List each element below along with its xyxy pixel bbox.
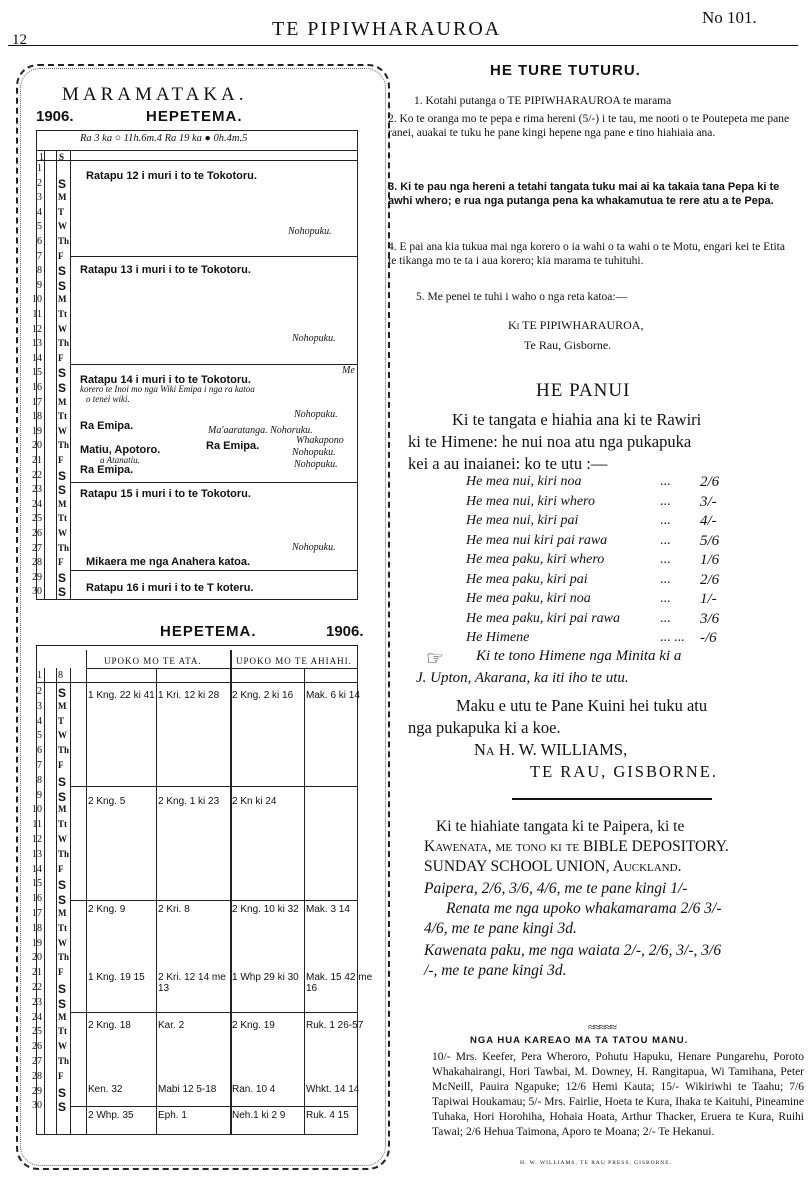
day-number: 21 (32, 967, 42, 979)
day-number: 30 (32, 1100, 42, 1112)
lesson-cell: Ruk. 1 26-57 (306, 1020, 364, 1031)
price-dots: ... (660, 591, 671, 606)
day-number: 21 (32, 455, 42, 466)
day-number: 26 (32, 1041, 42, 1053)
week-rule (70, 570, 358, 571)
day-letter: S (58, 774, 67, 789)
calendar-note: Nohopuku. (292, 447, 336, 458)
day-number: 22 (32, 469, 42, 481)
day-letter: M (58, 396, 67, 407)
price-value: 1/- (700, 591, 717, 607)
day-number: 25 (32, 1026, 42, 1038)
panui-sign-1: Na H. W. WILLIAMS, (474, 740, 628, 759)
day-letter: Tt (58, 1026, 67, 1037)
day-number: 3 (37, 700, 42, 712)
calendar-year: 1906. (36, 108, 74, 125)
day-letter: M (58, 192, 67, 203)
week-rule (70, 256, 358, 257)
day-letter: W (58, 937, 67, 948)
day-letter: S (58, 878, 67, 893)
lesson-cell: 2 Kn ki 24 (232, 796, 277, 807)
bible-line-1: Ki te hiahiate tangata ki te Paipera, ki te (436, 818, 685, 835)
calendar-entry: Ratapu 14 i muri i to te Tokotoru. (80, 374, 251, 386)
panui-note-1: Ki te tono Himene nga Minita ki a (476, 648, 682, 664)
day-letter: F (58, 1070, 64, 1081)
day-number: 14 (32, 352, 42, 364)
calendar-entry: Ra Emipa. (206, 440, 260, 452)
col-divider (56, 150, 57, 600)
day-letter: M (58, 908, 67, 918)
col-head-1: 1 (39, 152, 44, 163)
day-letter: S (58, 278, 67, 293)
bible-line-5: Renata me nga upoko whakamarama 2/6 3/- (446, 900, 722, 917)
day-letter: S (58, 996, 67, 1011)
day-number: 10 (32, 804, 42, 816)
panui-title: HE PANUI (536, 380, 631, 401)
day-letter: S (58, 1085, 67, 1100)
price-value: 2/6 (700, 571, 720, 588)
day-number: 17 (32, 396, 42, 408)
day-number: 6 (37, 745, 42, 757)
week-rule (70, 1106, 358, 1107)
lesson-cell: Ken. 32 (88, 1084, 123, 1095)
day-number: 16 (32, 893, 42, 905)
lesson-cell: 1 Kng. 22 ki 41 (88, 690, 155, 701)
day-number: 24 (32, 1011, 42, 1023)
calendar-note: Nohopuku. (288, 226, 332, 237)
day-letter: Tt (58, 819, 67, 830)
day-number: 29 (32, 571, 42, 583)
price-dots: ... (660, 552, 671, 567)
day-letter: S (58, 585, 67, 600)
address-line-2: Te Rau, Gisborne. (524, 338, 612, 352)
day-number: 11 (32, 309, 42, 320)
calendar-note: o tenei wiki. (86, 394, 130, 404)
header-rule (8, 45, 798, 46)
day-number: 10 (32, 294, 42, 306)
day-letter: F (58, 352, 64, 363)
lesson-cell: 2 Kri. 12 14 me 13 (158, 972, 226, 994)
day-letter: Th (58, 440, 70, 451)
panui-note-2: J. Upton, Akarana, ka iti iho te utu. (416, 670, 629, 686)
price-name: He mea paku, kiri noa (466, 591, 591, 606)
newspaper-title: TE PIPIWHARAUROA (272, 18, 502, 40)
day-number: 30 (32, 586, 42, 598)
day-number: 27 (32, 1056, 42, 1067)
address-line-1: Ki TE PIPIWHARAUROA, (508, 318, 644, 332)
lesson-cell: 2 Whp. 35 (88, 1110, 134, 1121)
day-number: 5 (37, 221, 42, 233)
price-name: He mea nui, kiri noa (466, 474, 582, 489)
evening-header: UPOKO MO TE AHIAHI. (236, 656, 352, 666)
day-letter: F (58, 760, 64, 770)
day-number: 28 (32, 1070, 42, 1082)
day-letter: M (58, 498, 67, 509)
day-letter: S (58, 468, 67, 483)
week-rule (70, 786, 358, 787)
lesson-cell: Kar. 2 (158, 1020, 185, 1031)
col-divider (230, 650, 232, 1135)
day-number: 15 (32, 878, 42, 890)
price-dots: ... (660, 532, 671, 548)
day-number: 23 (32, 996, 42, 1008)
bible-line-4: Paipera, 2/6, 3/6, 4/6, me te pane kingi 1/- (424, 880, 688, 897)
calendar-note: Nohopuku. (292, 542, 336, 553)
day-letter: F (58, 557, 64, 568)
pointing-hand-icon: ☞ (426, 648, 444, 670)
col-divider (86, 650, 87, 1135)
lesson-cell: Neh.1 ki 2 9 (232, 1110, 286, 1121)
price-name: He Himene (466, 630, 530, 645)
day-number: 14 (32, 863, 42, 875)
price-name: He mea nui, kiri whero (466, 493, 595, 509)
calendar-entry: Ratapu 15 i muri i to te Tokotoru. (80, 488, 251, 500)
day-number: 9 (37, 279, 42, 291)
day-letter: S (58, 381, 67, 395)
lesson-cell: 2 Kri. 8 (158, 904, 190, 915)
price-dots: ... (660, 493, 671, 509)
col-divider (70, 668, 71, 1135)
day-letter: S (58, 570, 67, 585)
day-number: 3 (37, 192, 42, 204)
day-number: 19 (32, 937, 42, 949)
day-letter: Tt (58, 513, 67, 524)
day-number: 26 (32, 528, 42, 539)
calendar-note: korero te Inoi mo nga Wiki Emipa i nga ra katoa (80, 384, 255, 394)
bible-line-3: SUNDAY SCHOOL UNION, Auckland. (424, 858, 682, 875)
day-letter: Th (58, 542, 70, 553)
calendar-month: HEPETEMA. (146, 108, 243, 125)
day-letter: Tt (58, 309, 67, 319)
price-dots: ... (660, 610, 671, 626)
day-number: 19 (32, 425, 42, 437)
lessons-col-8: 8 (58, 670, 63, 681)
price-value: 4/- (700, 513, 717, 529)
week-rule (70, 900, 358, 901)
calendar-note: a Atanatiu. (100, 455, 140, 465)
day-number: 13 (32, 338, 42, 350)
day-letter: S (58, 893, 67, 908)
day-letter: W (58, 528, 67, 538)
lessons-table (36, 645, 358, 1135)
ture-item-5: 5. Me penei te tuhi i waho o nga reta katoa:— (416, 291, 628, 303)
lesson-cell: Mak. 15 42 me 16 (306, 972, 373, 994)
day-number: 24 (32, 498, 42, 510)
day-number: 9 (37, 789, 42, 801)
bible-line-8: /-, me te pane kingi 3d. (424, 962, 567, 979)
lesson-cell: 1 Kri. 12 ki 28 (158, 690, 220, 701)
price-dots: ... (660, 513, 671, 528)
price-name: He mea paku, kiri pai (466, 571, 588, 587)
day-letter: S (58, 1100, 67, 1115)
lessons-year: 1906. (326, 623, 364, 640)
day-number: 7 (37, 760, 42, 771)
day-number: 5 (37, 730, 42, 742)
day-number: 17 (32, 908, 42, 919)
calendar-note: Ma'aaratanga. Nohoruku. (208, 425, 313, 436)
lessons-month: HEPETEMA. (160, 623, 257, 640)
col-divider (156, 668, 157, 1135)
day-letter: M (58, 700, 67, 711)
price-dots: ... (660, 474, 671, 489)
col-divider (44, 150, 45, 600)
day-number: 2 (37, 686, 42, 697)
day-letter: F (58, 863, 64, 874)
ture-item-4: 4. E pai ana kia tukua mai nga korero o ia wahi o ta wahi o te Motu, engari kei te Etita te tikanga mo te ta i aua korero; kia marama te tuhituhi. (388, 241, 785, 267)
page-number: 12 (12, 32, 27, 48)
day-letter: Th (58, 745, 70, 756)
almanac-table (36, 130, 358, 600)
week-rule (70, 482, 358, 483)
lesson-cell: Mabi 12 5-18 (158, 1084, 217, 1095)
day-number: 4 (37, 715, 42, 727)
morning-header: UPOKO MO TE ATA. (104, 656, 202, 666)
day-number: 11 (32, 819, 42, 831)
day-letter: M (58, 804, 67, 815)
hua-title: NGA HUA KAREAO MA TA TATOU MANU. (470, 1035, 689, 1046)
day-letter: W (58, 323, 67, 334)
lesson-cell: Ran. 10 4 (232, 1084, 276, 1095)
day-letter: F (58, 250, 64, 261)
calendar-entry: Mikaera me nga Anahera katoa. (86, 556, 251, 568)
day-letter: M (58, 294, 67, 305)
price-name: He mea nui kiri pai rawa (466, 532, 608, 548)
ture-item-3: 3. Ki te pau nga hereni a tetahi tangata tuku mai ai ka takaia tana Pepa ki te awhi whero; e rua nga putanga pena ka whakamutua te rere atu a te Pepa. (388, 181, 780, 207)
day-number: 6 (37, 236, 42, 247)
day-letter: Tt (58, 411, 67, 422)
ture-title: HE TURE TUTURU. (490, 62, 641, 79)
press-imprint: H. W. WILLIAMS, TE RAU PRESS, GISBORNE. (520, 1160, 673, 1166)
table-rule (36, 160, 358, 161)
page-header (0, 0, 810, 46)
price-name: He mea paku, kiri pai rawa (466, 610, 620, 626)
ture-item-2: 2. Ko te oranga mo te pepa e rima hereni (5/-) i te tau, me nooti o te Poutepeta me pane ranei, auakai te tuku he pane kingi hepene nga pane e tino hiahiaia ana. (388, 113, 790, 139)
day-letter: S (58, 176, 67, 191)
calendar-entry: Matiu, Apotoro. (80, 444, 161, 456)
col-head-s: S (59, 152, 65, 162)
day-number: 18 (32, 922, 42, 934)
calendar-entry: Ratapu 13 i muri i to te Tokotoru. (80, 264, 251, 276)
day-number: 25 (32, 513, 42, 525)
day-letter: S (58, 982, 67, 996)
price-name: He mea nui, kiri pai (466, 513, 579, 528)
day-letter: S (58, 264, 67, 279)
day-letter: Th (58, 236, 70, 246)
lesson-cell: Whkt. 14 14 (306, 1084, 360, 1095)
calendar-note: Nohopuku. (294, 409, 338, 420)
day-letter: F (58, 455, 64, 465)
bible-line-7: Kawenata paku, me nga waiata 2/-, 2/6, 3/-, 3/6 (424, 942, 722, 959)
wavy-divider: ≈≈≈≈≈ (588, 1020, 616, 1034)
day-number: 20 (32, 952, 42, 964)
panui-intro-2: ki te Himene: he nui noa atu nga pukapuka (408, 432, 692, 451)
day-number: 20 (32, 440, 42, 452)
calendar-entry: Ratapu 12 i muri i to te Tokotoru. (86, 170, 257, 182)
lesson-cell: Eph. 1 (158, 1110, 187, 1121)
calendar-entry: Ra Emipa. (80, 464, 134, 476)
day-letter: T (58, 715, 65, 726)
calendar-entry: Ra Emipa. (80, 420, 134, 432)
panui-intro-3: kei a au inaianei: ko te utu :— (408, 454, 608, 473)
day-number: 23 (32, 484, 42, 496)
lesson-cell: 1 Whp 29 ki 30 (232, 972, 299, 983)
day-letter: Th (58, 338, 70, 349)
price-value: 1/6 (700, 552, 720, 568)
table-rule (86, 668, 358, 669)
lesson-cell: 2 Kng. 19 (232, 1020, 275, 1031)
price-dots: ... ... (660, 630, 685, 645)
day-number: 2 (37, 177, 42, 189)
day-number: 22 (32, 982, 42, 993)
calendar-title: MARAMATAKA. (62, 84, 248, 105)
day-letter: W (58, 730, 67, 741)
price-value: -/6 (700, 630, 717, 646)
day-number: 18 (32, 411, 42, 423)
day-number: 8 (37, 774, 42, 786)
day-letter: M (58, 1011, 67, 1022)
table-rule (36, 682, 358, 683)
calendar-note: Whakapono (296, 435, 344, 446)
day-letter: W (58, 1041, 67, 1052)
panui-intro-1: Ki te tangata e hiahia ana ki te Rawiri (452, 410, 702, 429)
day-number: 12 (32, 834, 42, 845)
day-number: 8 (37, 265, 42, 277)
col-divider (304, 668, 305, 1135)
price-value: 5/6 (700, 532, 720, 549)
lesson-cell: 2 Kng. 2 ki 16 (232, 690, 294, 701)
day-letter: F (58, 967, 64, 978)
day-letter: W (58, 834, 67, 844)
day-letter: Th (58, 952, 70, 963)
price-dots: ... (660, 571, 671, 587)
col-divider (70, 150, 71, 600)
day-number: 15 (32, 367, 42, 379)
lesson-cell: 2 Kng. 5 (88, 796, 126, 807)
day-letter: Th (58, 848, 70, 859)
day-number: 27 (32, 542, 42, 554)
panui-maku-2: nga pukapuka ki a koe. (408, 718, 561, 737)
lesson-cell: Mak. 3 14 (306, 904, 350, 915)
lessons-col-1: 1 (37, 670, 42, 681)
day-number: 4 (37, 206, 42, 218)
day-letter: Tt (58, 922, 67, 933)
day-letter: W (58, 221, 67, 232)
lesson-cell: 2 Kng. 9 (88, 904, 126, 915)
price-value: 2/6 (700, 474, 720, 490)
lesson-cell: 1 Kng. 19 15 (88, 972, 145, 983)
calendar-note: Nohopuku. (294, 459, 338, 470)
day-letter: T (58, 206, 65, 217)
day-number: 7 (37, 250, 42, 262)
day-letter: Th (58, 1056, 70, 1066)
calendar-note: Me (342, 365, 355, 376)
lesson-cell: 2 Kng. 18 (88, 1020, 131, 1031)
day-number: 1 (37, 163, 42, 174)
hua-text: 10/- Mrs. Keefer, Pera Wheroro, Pohutu Hapuku, Henare Pungarehu, Poroto Whakahairangi, Hori Tawbai, M. Downey, H. Rangitapua, Wi Tamihana, Peter McNeill, Pauira Ngapuke; 12/6 Hemi Kauta; 15/- Wikiriwhi te Taahu; 7/6 Tapiwai Houkamau; 5/- Mrs. Fairlie, Hoeta te Kura, Ihaka te Kaituhi, Pineamine Tuhaka, Hori Horohiha, Hohaia Hoata, Arthur Thacker, Eruera te Kura, Ruihi Tawai; 2/6 Hehua Taimona, Aporo te Moana; 2/- Te Hekanui. (432, 1051, 804, 1138)
day-letter: W (58, 425, 67, 436)
day-letter: S (58, 789, 67, 804)
calendar-entry: Ratapu 16 i muri i to te T koteru. (86, 582, 254, 594)
week-rule (70, 1012, 358, 1013)
day-number: 29 (32, 1085, 42, 1097)
lesson-cell: 2 Kng. 1 ki 23 (158, 796, 220, 807)
day-letter: S (58, 366, 67, 381)
bible-line-6: 4/6, me te pane kingi 3d. (424, 920, 577, 937)
week-rule (70, 364, 358, 365)
table-rule (36, 150, 358, 151)
bible-line-2: Kawenata, me tono ki te BIBLE DEPOSITORY. (424, 838, 729, 855)
day-letter: S (58, 483, 67, 498)
lesson-cell: 2 Kng. 10 ki 32 (232, 904, 299, 915)
ture-item-1: 1. Kotahi putanga o TE PIPIWHARAUROA te marama (414, 95, 672, 107)
price-name: He mea paku, kiri whero (466, 552, 605, 567)
day-letter: S (58, 686, 67, 700)
lesson-cell: Ruk. 4 15 (306, 1110, 349, 1121)
issue-number: No 101. (702, 8, 757, 27)
day-number: 12 (32, 323, 42, 335)
day-number: 16 (32, 382, 42, 393)
day-number: 28 (32, 557, 42, 569)
col-divider (56, 668, 57, 1135)
panui-sign-2: TE RAU, GISBORNE. (530, 762, 719, 781)
section-rule (512, 798, 712, 800)
moon-phases: Ra 3 ka ○ 11h.6m.4 Ra 19 ka ● 0h.4m.5 (80, 133, 248, 144)
calendar-note: Nohopuku. (292, 333, 336, 344)
price-value: 3/- (700, 493, 717, 510)
day-number: 13 (32, 848, 42, 860)
col-divider (44, 668, 45, 1135)
lesson-cell: Mak. 6 ki 14 (306, 690, 360, 701)
price-value: 3/6 (700, 610, 720, 627)
panui-maku-1: Maku e utu te Pane Kuini hei tuku atu (456, 696, 708, 715)
